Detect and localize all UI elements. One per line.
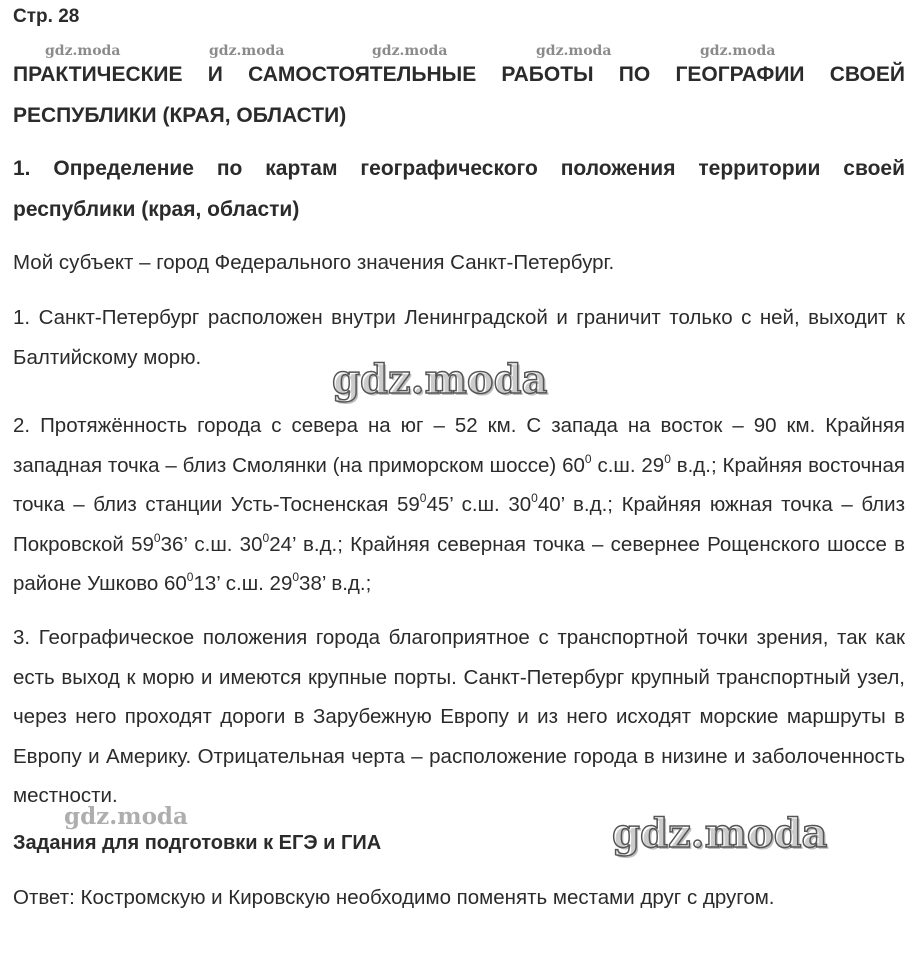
item-2-text-4: 45’ с.ш. 30 [426, 493, 532, 516]
tasks-heading: Задания для подготовки к ЕГЭ и ГИА [13, 832, 382, 854]
degree-mark-1: 0 [584, 451, 592, 466]
item-2-text-9: 38’ в.д.; [299, 572, 372, 595]
watermark: gdz.moda [700, 43, 776, 59]
section-heading: 1. Определение по картам географического положения территории своей республики (края, области) [13, 157, 905, 221]
watermark: gdz.moda [372, 43, 448, 59]
degree-mark-2: 0 [664, 451, 671, 466]
degree-mark-6: 0 [262, 530, 270, 545]
answer-text: Ответ: Костромскую и Кировскую необходимо поменять местами друг с другом. [13, 886, 775, 909]
watermark: gdz.moda [64, 803, 188, 830]
degree-mark-8: 0 [292, 570, 300, 584]
item-3-paragraph: 3. Географическое положения города благоприятное с транспортной точки зрения, так как есть выход к морю и имеются крупные порты. Санкт-Петербург крупный транспортный узел, через него проходят дороги в Зарубежную Европу и из него исходят морские маршруты в Европу и Америку. Отрицательная черта – расположение города в низине и заболоченность местности. [13, 626, 905, 807]
item-2-text-5: 40’ в.д.; Крайняя южная точка – близ Покровской 59 [13, 493, 905, 556]
item-2-text-8: 13’ с.ш. 29 [193, 572, 293, 595]
watermark: gdz.moda [45, 43, 121, 59]
item-2-paragraph [13, 406, 905, 604]
watermark: gdz.moda [536, 43, 612, 59]
degree-mark-3: 0 [419, 491, 427, 505]
item-2-text-6: 36’ с.ш. 30 [160, 532, 263, 556]
item-2-text-7: 24’ в.д.; Крайняя северная точка – севернее Рощенского шоссе в районе Ушково 60 [13, 532, 905, 595]
watermark: gdz.moda [612, 810, 828, 857]
page-number: Стр. 28 [13, 6, 80, 27]
item-1-paragraph: 1. Санкт-Петербург расположен внутри Ленинградской и граничит только с ней, выходит к Балтийскому морю. [13, 306, 905, 369]
degree-mark-5: 0 [153, 530, 161, 545]
item-2-text-3: в.д.; Крайняя восточная точка – близ станции Усть-Тосненская 59 [13, 453, 906, 516]
main-heading: ПРАКТИЧЕСКИЕ И САМОСТОЯТЕЛЬНЫЕ РАБОТЫ ПО ГЕОГРАФИИ СВОЕЙ РЕСПУБЛИКИ (КРАЯ, ОБЛАСТИ) [13, 63, 905, 127]
watermark: gdz.moda [332, 356, 548, 403]
degree-mark-7: 0 [186, 570, 194, 584]
watermark: gdz.moda [209, 43, 285, 59]
degree-mark-4: 0 [531, 491, 538, 505]
item-2-text-2: с.ш. 29 [591, 453, 665, 477]
item-2-text-1: 2. Протяжённость города с севера на юг – 52 км. С запада на восток – 90 км. Крайняя западная точка – близ Смолянки (на приморском шоссе) 60 [13, 414, 905, 477]
intro-paragraph: Мой субъект – город Федерального значения Санкт-Петербург. [13, 251, 615, 274]
